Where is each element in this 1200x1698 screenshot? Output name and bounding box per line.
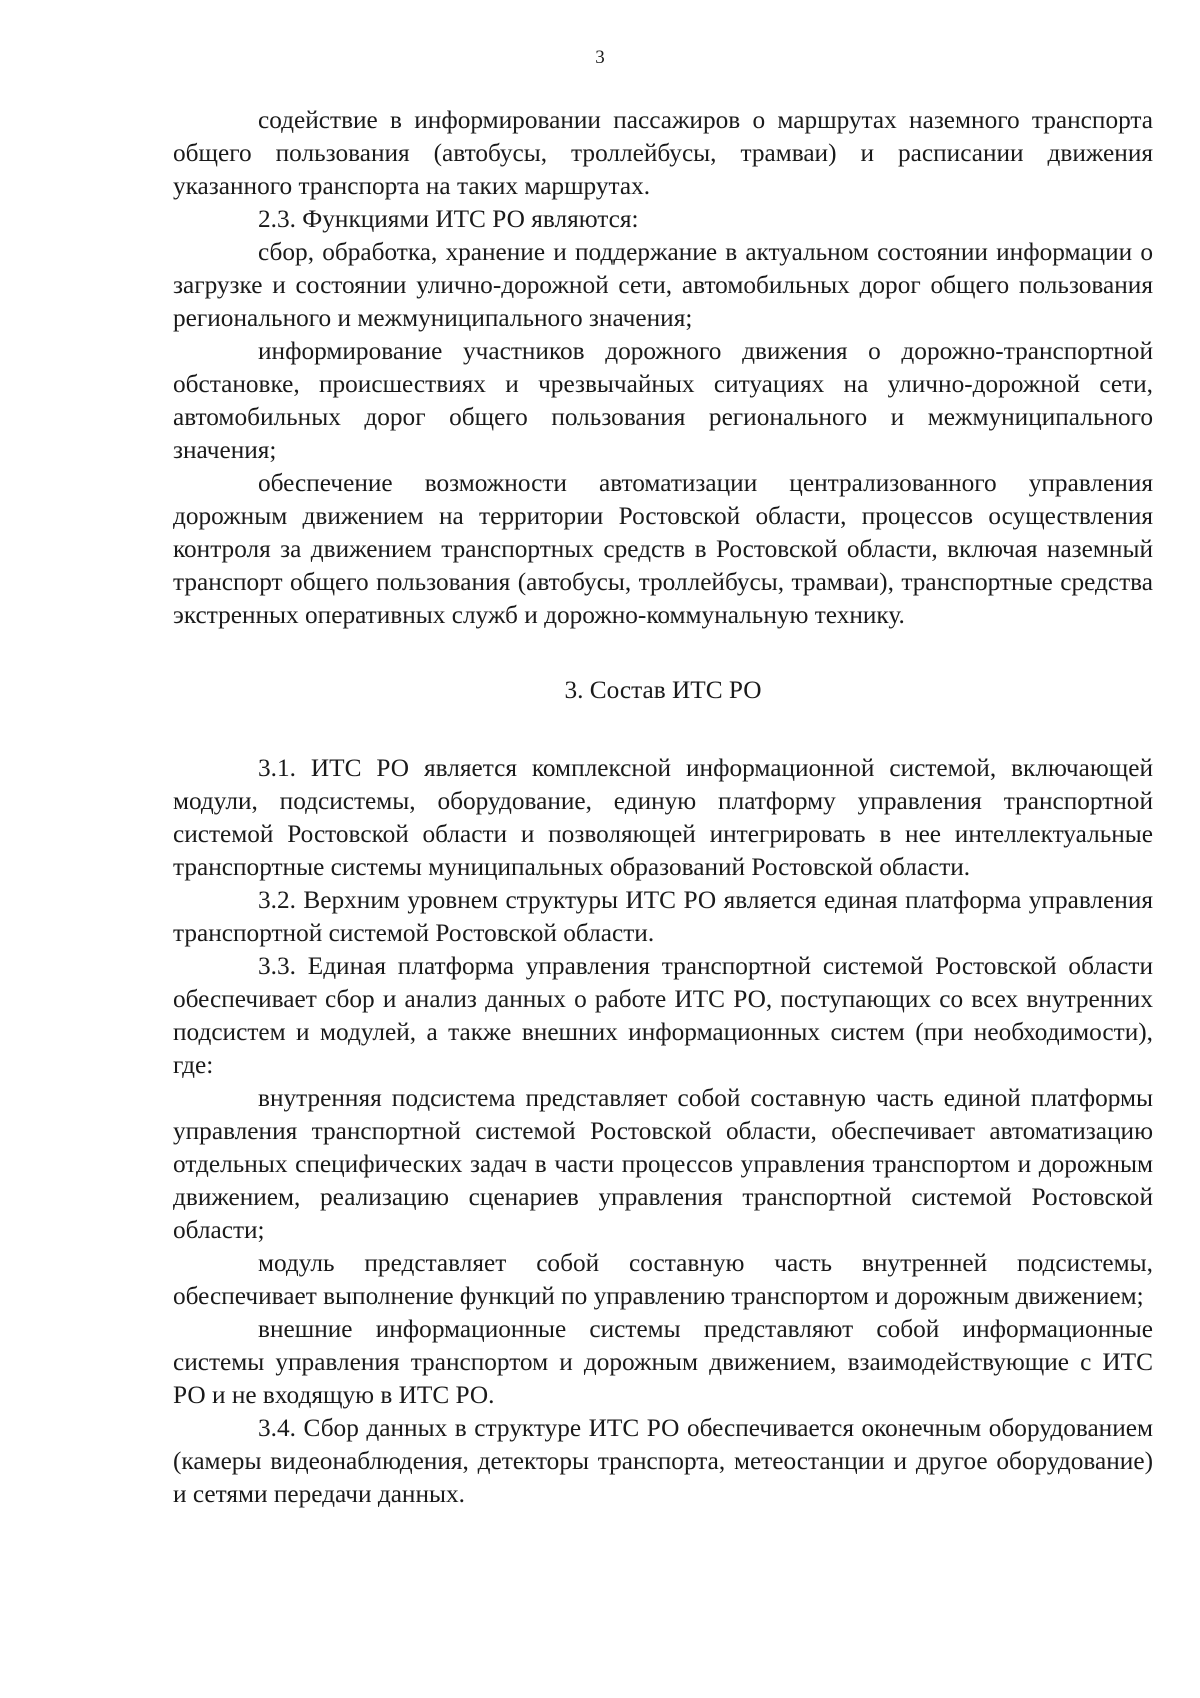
paragraph-data-collection: сбор, обработка, хранение и поддержание в актуальном состоянии информации о загрузке и состоянии улично-дорожной сети, автомобильных дорог общего пользования регионального и межмуниципального значения; — [173, 238, 1153, 332]
paragraph-automation: обеспечение возможности автоматизации централизованного управления дорожным движением на территории Ростовской области, процессов осуществления контроля за движением транспортных средств в Ростовской области, включая наземный транспорт общего пользования (автобусы, троллейбусы, трамваи), транспортные средства экстренных оперативных служб и дорожно-коммунальную технику. — [173, 469, 1153, 629]
paragraph-3-3: 3.3. Единая платформа управления транспортной системой Ростовской области обеспечивает сбор и анализ данных о работе ИТС РО, поступающих со всех внутренних подсистем и модулей, а также внешних информационных систем (при необходимости), где: — [173, 952, 1153, 1079]
paragraph-2-3-heading: 2.3. Функциями ИТС РО являются: — [258, 205, 639, 233]
page-number: 3 — [595, 47, 605, 68]
paragraph-internal-subsystem: внутренняя подсистема представляет собой составную часть единой платформы управления транспортной системой Ростовской области, обеспечивает автоматизацию отдельных специфических задач в части процессов управления транспортом и дорожным движением, реализацию сценариев управления транспортной системой Ростовской области; — [173, 1084, 1153, 1244]
paragraph-road-user-info: информирование участников дорожного движения о дорожно-транспортной обстановке, происшествиях и чрезвычайных ситуациях на улично-дорожной сети, автомобильных дорог общего пользования регионального и межмуниципального значения; — [173, 337, 1153, 464]
paragraph-3-2: 3.2. Верхним уровнем структуры ИТС РО является единая платформа управления транспортной системой Ростовской области. — [173, 886, 1153, 947]
paragraph-passenger-info: содействие в информировании пассажиров о маршрутах наземного транспорта общего пользования (автобусы, троллейбусы, трамваи) и расписании движения указанного транспорта на таких маршрутах. — [173, 106, 1153, 200]
paragraph-3-4: 3.4. Сбор данных в структуре ИТС РО обеспечивается оконечным оборудованием (камеры видеонаблюдения, детекторы транспорта, метеостанции и другое оборудование) и сетями передачи данных. — [173, 1414, 1153, 1508]
paragraph-3-1: 3.1. ИТС РО является комплексной информационной системой, включающей модули, подсистемы, оборудование, единую платформу управления транспортной системой Ростовской области и позволяющей интегрировать в нее интеллектуальные транспортные системы муниципальных образований Ростовской области. — [173, 754, 1153, 881]
paragraph-external-systems: внешние информационные системы представляют собой информационные системы управления транспортом и дорожным движением, взаимодействующие с ИТС РО и не входящую в ИТС РО. — [173, 1315, 1153, 1409]
section-title: 3. Состав ИТС РО — [564, 676, 762, 704]
paragraph-module: модуль представляет собой составную часть внутренней подсистемы, обеспечивает выполнение функций по управлению транспортом и дорожным движением; — [173, 1249, 1153, 1310]
document-body — [173, 104, 1153, 1511]
